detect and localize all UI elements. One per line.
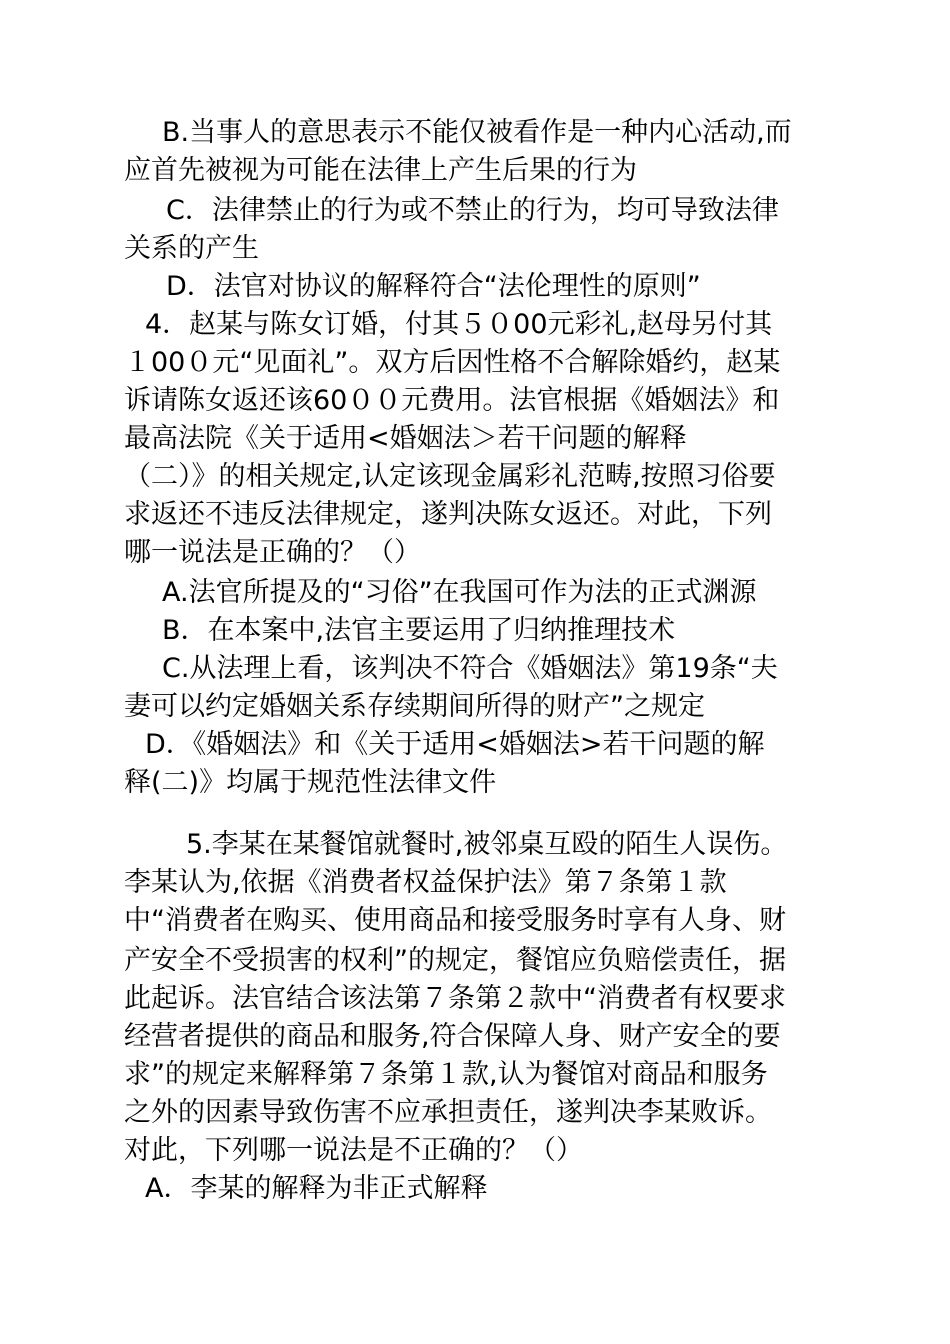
text-line: 产安全不受损害的权利”的规定，餐馆应负赔偿责任，据: [124, 945, 786, 976]
text-line: 李某认为,依据《消费者权益保护法》第７条第１款: [124, 867, 727, 898]
text-line: 妻可以约定婚姻关系存续期间所得的财产”之规定: [124, 691, 705, 722]
text-line: B．在本案中,法官主要运用了归纳推理技术: [162, 615, 676, 646]
text-line: 对此，下列哪一说法是不正确的？（）: [124, 1135, 583, 1166]
text-line: B.当事人的意思表示不能仅被看作是一种内心活动,而: [162, 117, 792, 148]
text-line: 哪一说法是正确的？（）: [124, 537, 421, 568]
text-line: 此起诉。法官结合该法第７条第２款中“消费者有权要求: [124, 983, 786, 1014]
text-line: A.法官所提及的“习俗”在我国可作为法的正式渊源: [162, 577, 757, 608]
text-line: A．李某的解释为非正式解释: [145, 1173, 488, 1204]
text-line: D．法官对协议的解释符合“法伦理性的原则”: [166, 271, 701, 302]
text-line: 应首先被视为可能在法律上产生后果的行为: [124, 155, 637, 186]
text-line: D．《婚姻法》和《关于适用<婚姻法>若干问题的解: [145, 729, 765, 760]
text-line: 最高法院《关于适用<婚姻法＞若干问题的解释: [124, 423, 687, 454]
text-line: （二）》的相关规定,认定该现金属彩礼范畴,按照习俗要: [124, 461, 776, 492]
text-line: 之外的因素导致伤害不应承担责任，遂判决李某败诉。: [124, 1097, 772, 1128]
text-line: １00０元“见面礼”。双方后因性格不合解除婚约，赵某: [124, 347, 781, 378]
text-line: 释(二)》均属于规范性法律文件: [124, 767, 497, 798]
text-line: C.从法理上看，该判决不符合《婚姻法》第19条“夫: [162, 653, 778, 684]
text-line: 4．赵某与陈女订婚，付其５０00元彩礼,赵母另付其: [145, 309, 773, 340]
text-line: 求”的规定来解释第７条第１款,认为餐馆对商品和服务: [124, 1059, 768, 1090]
text-line: C．法律禁止的行为或不禁止的行为，均可导致法律: [166, 195, 779, 226]
text-line: 诉请陈女返还该60００元费用。法官根据《婚姻法》和: [124, 385, 780, 416]
text-line: 关系的产生: [124, 233, 259, 264]
text-line: 经营者提供的商品和服务,符合保障人身、财产安全的要: [124, 1021, 781, 1052]
text-line: 5.李某在某餐馆就餐时,被邻桌互殴的陌生人误伤。: [186, 829, 788, 860]
text-line: 求返还不违反法律规定，遂判决陈女返还。对此，下列: [124, 499, 772, 530]
text-line: 中“消费者在购买、使用商品和接受服务时享有人身、财: [124, 905, 786, 936]
